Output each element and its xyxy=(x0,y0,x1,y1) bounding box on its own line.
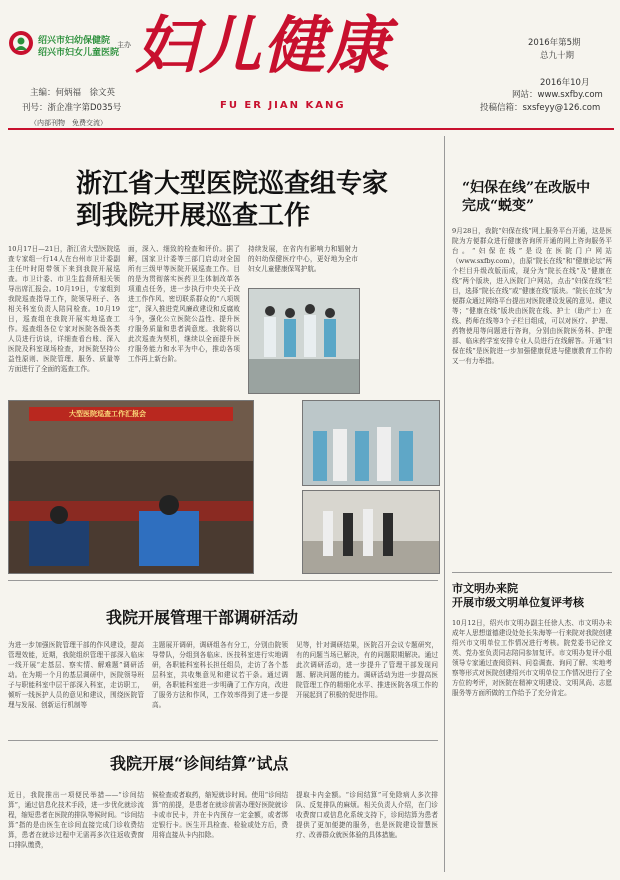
inspection-site-photo xyxy=(248,288,360,394)
article1-headline-line1: 浙江省大型医院巡查组专家 xyxy=(76,169,389,199)
meeting-banner-text: 大型医院巡查工作汇报会 xyxy=(69,410,146,418)
issue-date: 2016年10月 xyxy=(540,78,590,88)
article3-headline: 我院开展“诊间结算”试点 xyxy=(110,754,289,773)
issue-total: 总九十期 xyxy=(540,51,575,61)
article1-column-1: 10月17日—21日，浙江省大型医院巡查专家组一行14人在台州市卫计委副主任叶时阳带领下来到我院开展巡查。市卫计委、市卫生监督所相关领导出席汇报会。10月19日，专家组到我院巡查指导工作，院领导班子、各相关科室负责人陪同检查。10月19日，巡查组在我院开展实地巡查工作。巡查组各位专家对医院各级各类人员进行访谈，详细查看台账、深入医院及科室现场检查，对医院坚持公益性原则、医院管理、服务、质量等方面进行了全面的巡查工作。 xyxy=(8,245,120,373)
article1-column-2: 面，深入、细致的检查和评价。据了解，国家卫计委等三部门启动对全国所有三级甲等医院开展巡查工作。目的是为贯彻落实医药卫生体制改革各项重点任务，进一步执行中央关于改进工作作风、密切联系群众的“八项规定”，深入推进党风廉政建设和反腐败斗争，强化公立医院公益性、提升医疗服务质量和患者满意度。我院将以此次巡查为契机，继续以全面提升医疗服务能力和水平为中心，推动各项工作再上新台阶。 xyxy=(128,245,240,363)
article2-column-1: 为进一步加强医院管理干部的作风建设，提高管理效能，近期，我院组织管理干部深入临床一线开展“走基层、察实情、解难题”调研活动。在为期一个月的基层调研中，医院领导班子与职能科室中层干部深入科室，走访职工，倾听一线医护人员的意见和建议，围绕医院管理与发展、创新运行机制等 xyxy=(8,641,144,709)
article2-column-2: 主题展开调研，调研组各有分工，分别由院领导带队，分组到各临床、医技科室进行实地调研，各职能科室科长担任组员，走访了各个基层科室，共收集意见和建议若干条。通过调研，各职能科室进一步明确了工作方向，改进了服务方法和作风，工作效率得到了进一步提高。 xyxy=(152,641,288,709)
hallway-photo xyxy=(302,490,440,574)
article1-headline-line2: 到我院开展巡查工作 xyxy=(76,201,311,231)
sidebar2-headline-line2: 开展市级文明单位复评考核 xyxy=(452,596,584,609)
article2-column-3: 见等，针对调研结果，医院召开会议专题研究，有的问题当场已解决，有的问题限期解决。通过此次调研活动，进一步提升了管理干部发现问题、解决问题的能力。调研活动为进一步提高医院管理工作的精细化水平、推进医院各项工作的开展起到了积极的促进作用。 xyxy=(296,641,438,699)
article1-column-3: 持续发展，在省内有影响力和辐射力的妇幼保健医疗中心，更好地为全市妇女儿童健康保驾护航。 xyxy=(248,245,358,273)
sidebar1-body: 9月28日，我院“妇保在线”网上服务平台开通，这是医院为方便群众进行健康咨询所开通的网上咨询服务平台。“妇保在线”是设在医院门户网站（www.sxfby.com），由原“院长在线”和“健康论坛”两个栏目升级改版而成，现分为“院长在线”及“健康在线”两个版块，进入医院门户网站，点击“妇保在线”栏目，选择“院长在线”或“健康在线”版块。“院长在线”为便群众通过网络平台提出对医院建设发展的意见、建议等；“健康在线”版块由医院在线、护士（助产士）在线、药师在线等3个子栏目组成，可以对医疗、护理、药物使用等问题进行咨询，分别由医院医务科、护理部、临床药学室安排专业人员进行在线解答。开通“妇保在线”是医院进一步加强健康促进与健康教育工作的又一有力举措。 xyxy=(452,227,612,365)
masthead-title: 妇儿健康 xyxy=(135,9,392,82)
sidebar2-body: 10月12日，绍兴市文明办副主任徐人杰、市文明办未成年人思想道德建设处处长朱海等一行来院对我院创建绍兴市文明单位工作情况进行考核。院党委书记徐文英、党办室负责同志陪同参加复评。市文明办复评小组领导专家通过查阅资料、问卷调查、询问了解、实地考察等形式对医院创建绍兴市文明单位工作情况进行了全方位的考评，对医院在精神文明建设、文明风尚、志愿服务等方面所做的工作给予了充分肯定。 xyxy=(452,619,612,697)
column-divider xyxy=(444,136,445,872)
sidebar-divider xyxy=(452,572,612,573)
meeting-photo xyxy=(8,400,254,574)
ward-inspection-photo xyxy=(302,400,440,486)
masthead-rule xyxy=(8,128,614,130)
article3-top-rule xyxy=(8,740,438,741)
editors-line: 主编：何炳福 徐文英 xyxy=(30,88,116,98)
org-name-line2: 绍兴市妇女儿童医院 xyxy=(38,48,120,58)
logo-emblem-icon xyxy=(8,30,34,56)
sidebar2-headline-line1: 市文明办来院 xyxy=(452,582,518,595)
masthead-pinyin: FU ER JIAN KANG xyxy=(220,100,346,111)
article3-column-3: 提取卡内金额。“诊间结算”可免除病人多次排队、反复排队的麻烦。相关负责人介绍，在门诊收费窗口或信息化系统支持下，诊间结算为患者提供了更加便捷的服务，也是医院建设智慧医疗、改善群众就医体验的具体措施。 xyxy=(296,791,438,839)
issue-number: 2016年第5期 xyxy=(528,38,581,48)
article2-top-rule xyxy=(8,580,438,581)
article2-headline: 我院开展管理干部调研活动 xyxy=(106,608,299,627)
circulation-note: （内部刊物 免费交流） xyxy=(30,119,107,127)
sidebar1-headline-line2: 完成“蜕变” xyxy=(462,198,535,214)
sponsor-suffix: 主办 xyxy=(117,41,131,49)
article3-column-2: 候检查或者取药，缩短就诊时间。使用“诊间结算”的前提，是患者在就诊前需办理好医院就诊卡或市民卡，并在卡内预存一定金额，或者绑定银行卡。医生开具检查、检验或处方后，费用将直接从卡内扣除。 xyxy=(152,791,288,839)
email-line: 投稿信箱：sxsfeyy@126.com xyxy=(480,103,601,113)
hospital-logo xyxy=(8,30,34,56)
org-name-line1: 绍兴市妇幼保健院 xyxy=(38,36,111,46)
serial-number: 刊号：浙企准字第D035号 xyxy=(22,103,122,113)
website-line: 网站：www.sxfby.com xyxy=(512,90,603,100)
sidebar1-headline-line1: “妇保在线”在改版中 xyxy=(462,180,591,196)
article3-column-1: 近日，我院推出一项便民举措——“诊间结算”，通过信息化技术手段，进一步优化就诊流程，缩短患者在医院的排队等候时间。“诊间结算”指的是由医生在诊间直接完成门诊收费结算，患者在就诊过程中无需再多次往返收费窗口排队缴费， xyxy=(8,791,144,849)
